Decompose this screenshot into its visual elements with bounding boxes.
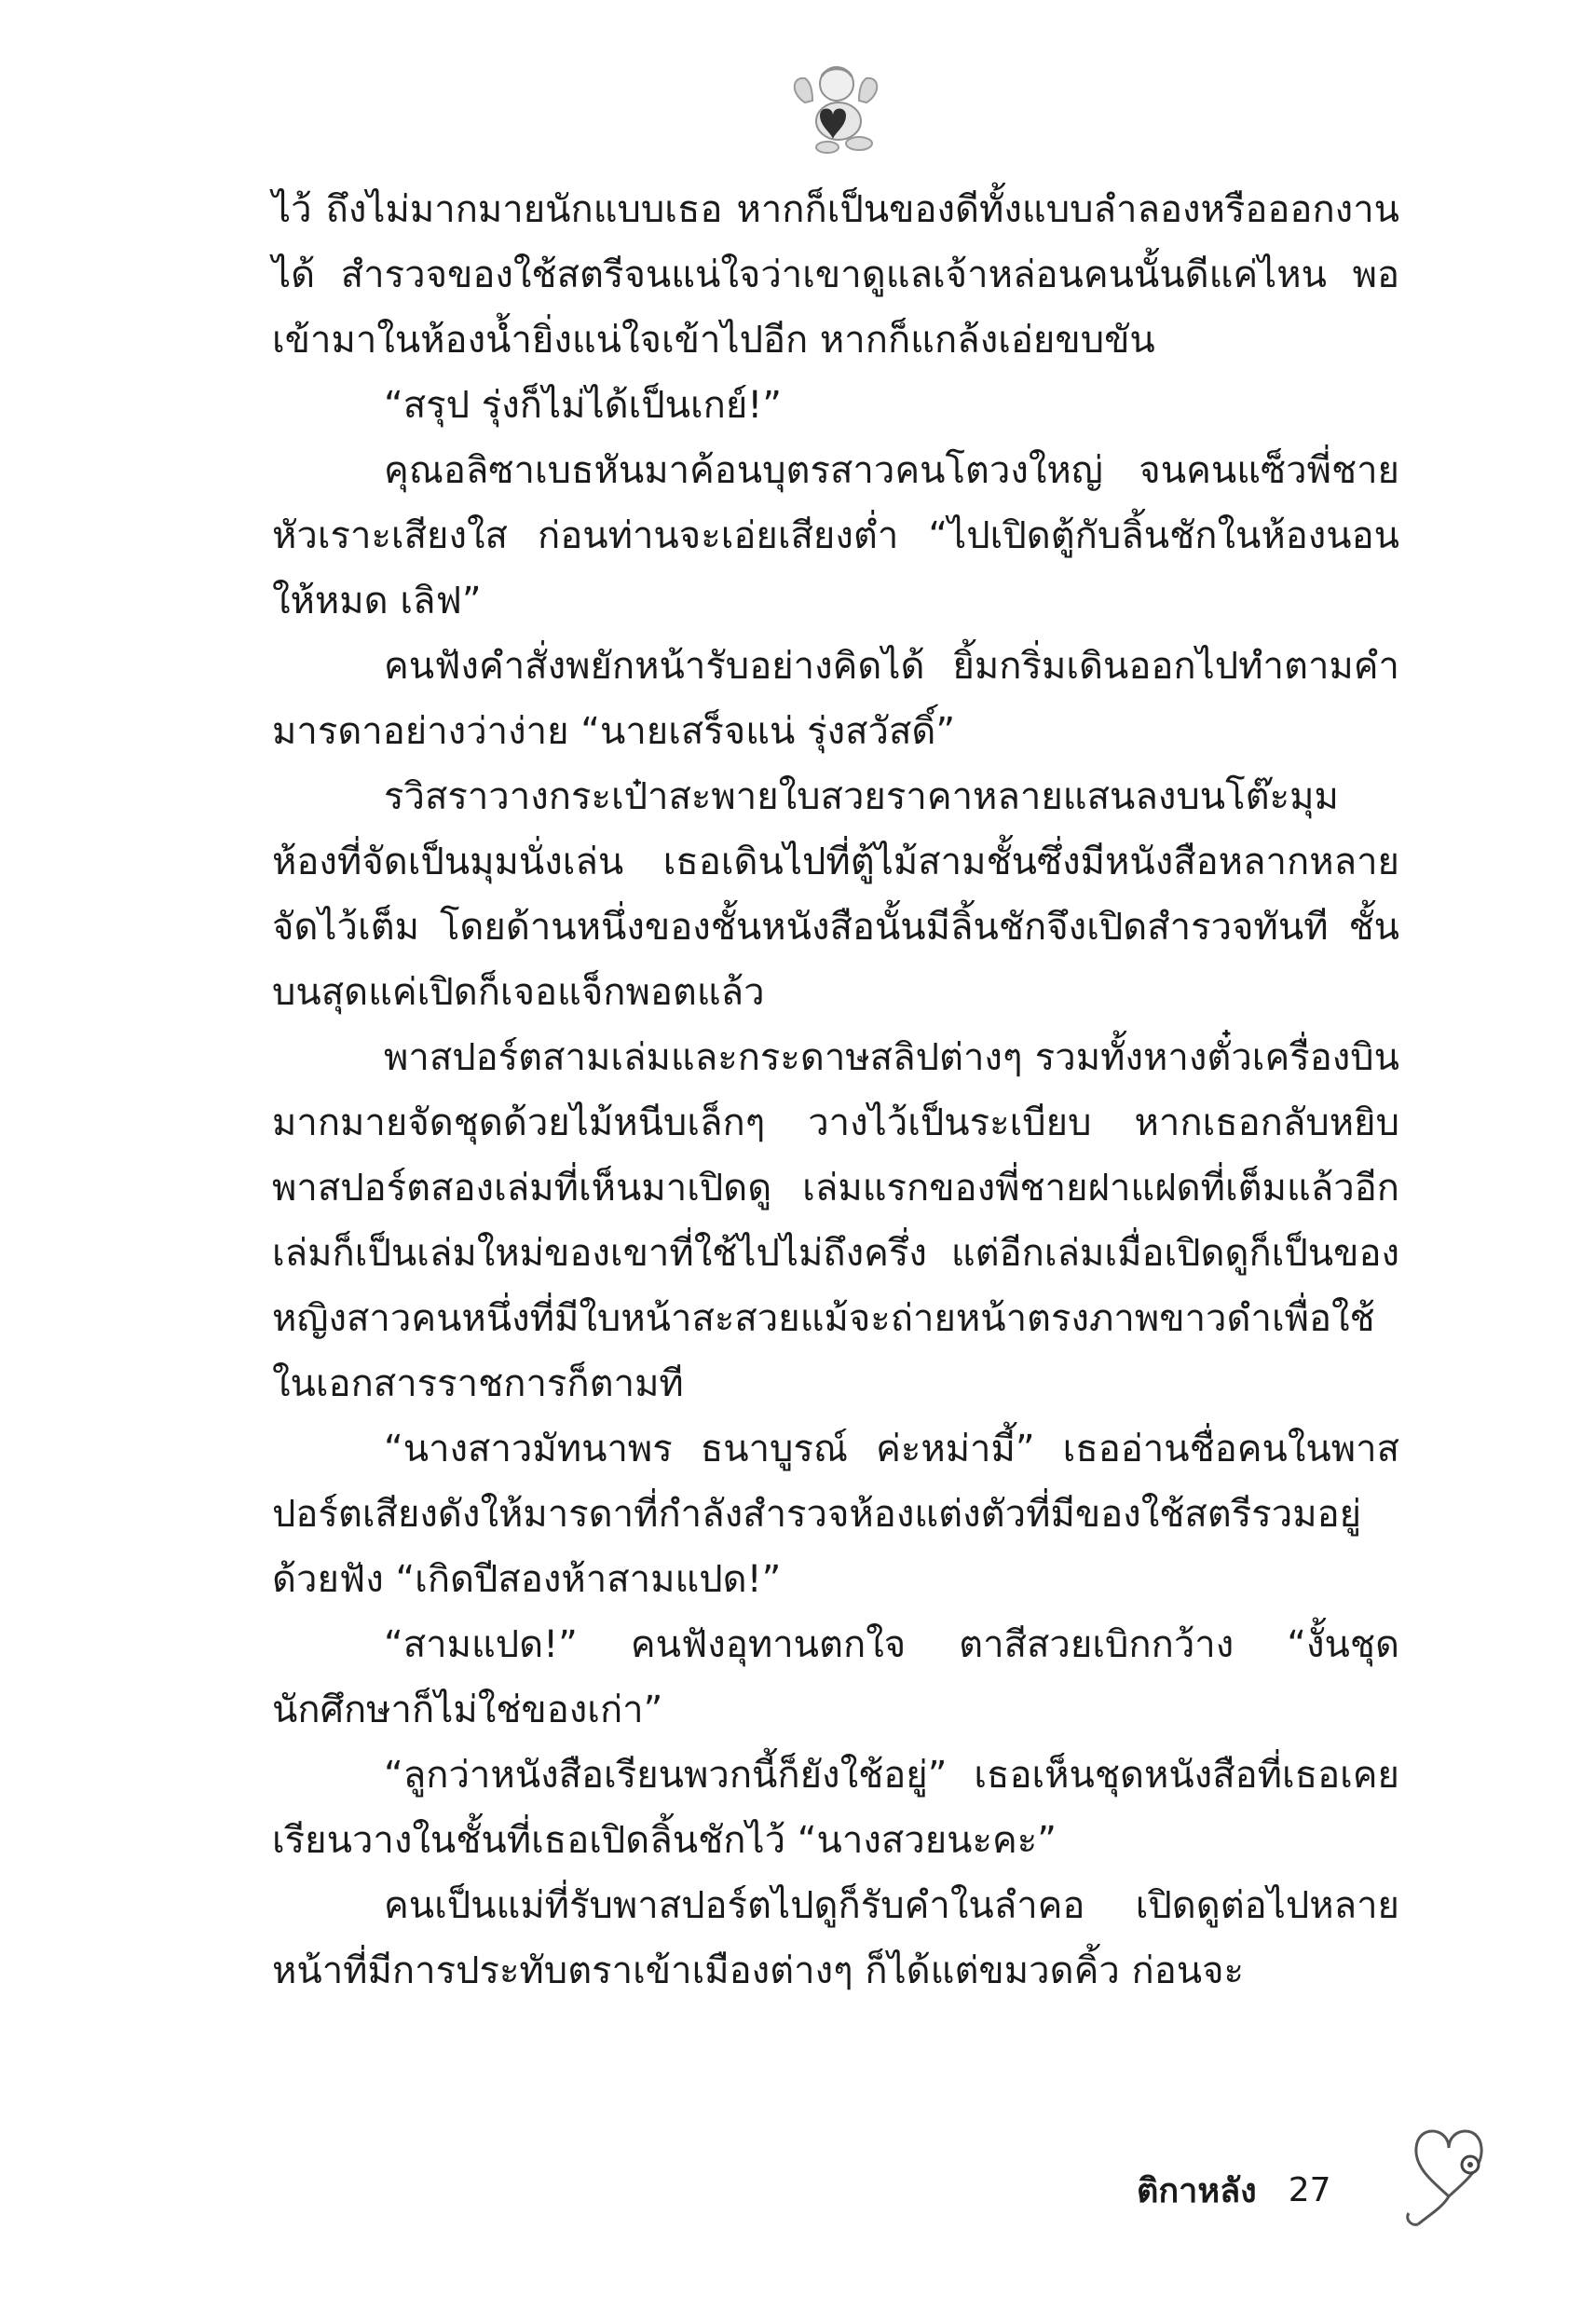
page-footer [1137,2153,1416,2227]
paragraph: “นางสาวมัทนาพร ธนาบูรณ์ ค่ะหม่ามี้” เธออ่านชื่อคนในพาสปอร์ตเสียงดังให้มารดาที่กำลังสำรวจห้องแต่งตัวที่มีของใช้สตรีรวมอยู่ด้วยฟัง “เกิดปีสองห้าสามแปด!” [272,1428,1399,1601]
book-title: ติกาหลัง [1137,2171,1257,2210]
stethoscope-heart-icon [1398,2111,1500,2232]
paragraph: “สรุป รุ่งก็ไม่ได้เป็นเกย์!” [384,384,783,427]
paragraph: คุณอลิซาเบธหันมาค้อนบุตรสาวคนโตวงใหญ่ จนคนแซ็วพี่ชายหัวเราะเสียงใส ก่อนท่านจะเอ่ยเสียงต่ำ “ไปเปิดตู้กับลิ้นชักในห้องนอนให้หมด เลิฟ” [272,449,1399,622]
paragraph: “ลูกว่าหนังสือเรียนพวกนี้ก็ยังใช้อยู่” เธอเห็นชุดหนังสือที่เธอเคยเรียนวางในชั้นที่เธอเปิดลิ้นชักไว้ “นางสวยนะคะ” [272,1754,1399,1862]
paragraph: รวิสราวางกระเป๋าสะพายใบสวยราคาหลายแสนลงบนโต๊ะมุมห้องที่จัดเป็นมุมนั่งเล่น เธอเดินไปที่ตู้ไม้สามชั้นซึ่งมีหนังสือหลากหลายจัดไว้เต็ม โดยด้านหนึ่งของชั้นหนังสือนั้นมีลิ้นชักจึงเปิดสำรวจทันที ชั้นบนสุดแค่เปิดก็เจอแจ็กพอตแล้ว [272,775,1399,1014]
body-text [272,177,1399,2003]
paragraph: “สามแปด!” คนฟังอุทานตกใจ ตาสีสวยเบิกกว้าง “งั้นชุดนักศึกษาก็ไม่ใช่ของเก่า” [272,1623,1399,1731]
paragraph: ไว้ ถึงไม่มากมายนักแบบเธอ หากก็เป็นของดีทั้งแบบลำลองหรือออกงานได้ สำรวจของใช้สตรีจนแน่ใจว่าเขาดูแลเจ้าหล่อนคนนั้นดีแค่ไหน พอเข้ามาในห้องน้ำยิ่งแน่ใจเข้าไปอีก หากก็แกล้งเอ่ยขบขัน [272,188,1399,362]
paragraph: พาสปอร์ตสามเล่มและกระดาษสลิปต่างๆ รวมทั้งหางตั๋วเครื่องบินมากมายจัดชุดด้วยไม้หนีบเล็กๆ วางไว้เป็นระเบียบ หากเธอกลับหยิบพาสปอร์ตสองเล่มที่เห็นมาเปิดดู เล่มแรกของพี่ชายฝาแฝดที่เต็มแล้วอีกเล่มก็เป็นเล่มใหม่ของเขาที่ใช้ไปไม่ถึงครึ่ง แต่อีกเล่มเมื่อเปิดดูก็เป็นของหญิงสาวคนหนึ่งที่มีใบหน้าสะสวยแม้จะถ่ายหน้าตรงภาพขาวดำเพื่อใช้ในเอกสารราชการก็ตามที [272,1036,1399,1405]
paragraph: คนฟังคำสั่งพยักหน้ารับอย่างคิดได้ ยิ้มกริ่มเดินออกไปทำตามคำมารดาอย่างว่าง่าย “นายเสร็จแน่ รุ่งสวัสดิ์” [272,645,1399,753]
page-number: 27 [1288,2170,1331,2209]
paragraph: คนเป็นแม่ที่รับพาสปอร์ตไปดูก็รับคำในลำคอ เปิดดูต่อไปหลายหน้าที่มีการประทับตราเข้าเมืองต่างๆ ก็ได้แต่ขมวดคิ้ว ก่อนจะ [272,1884,1399,1992]
cupid-with-heart-icon [784,58,887,160]
